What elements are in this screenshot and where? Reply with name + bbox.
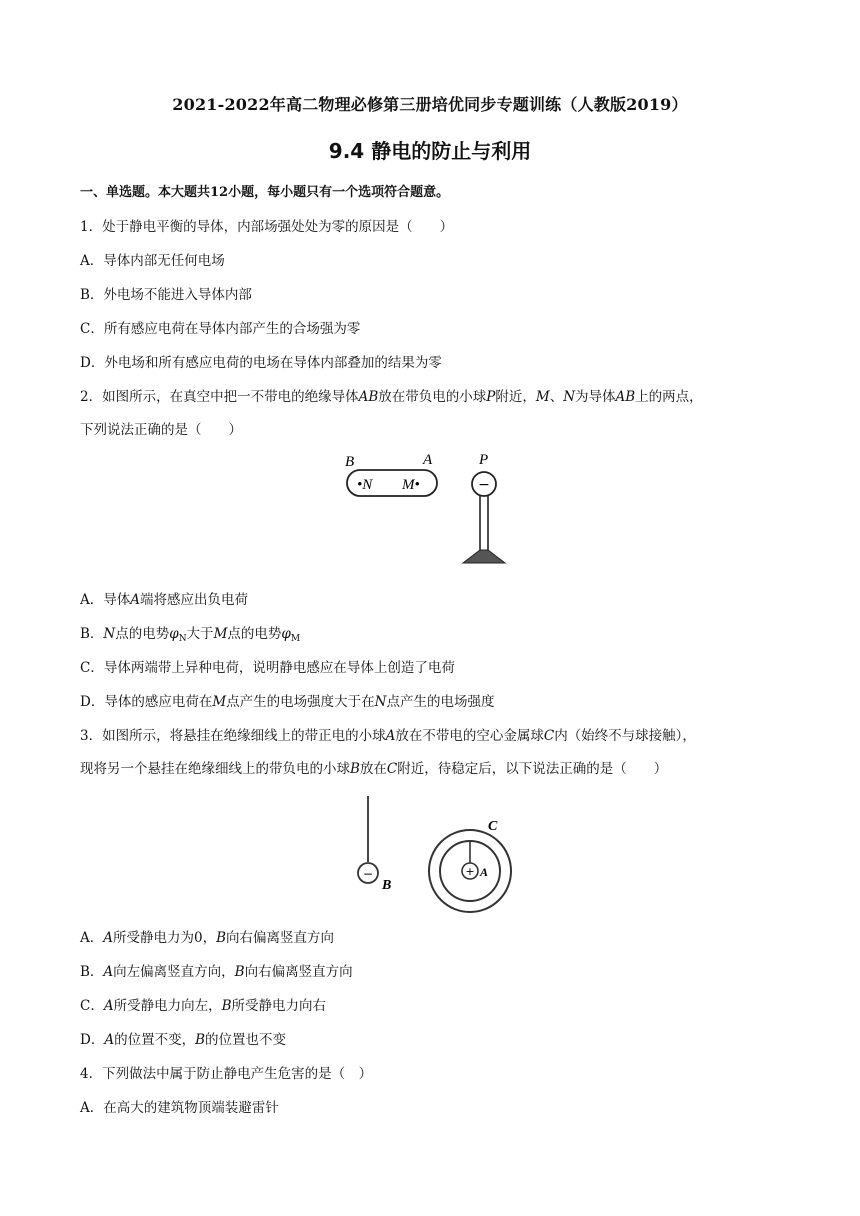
q2-label-b: B bbox=[345, 454, 355, 470]
q3-stem-line1: 3．如图所示，将悬挂在绝缘细线上的带正电的小球A放在不带电的空心金属球C内（始终不与球接触）， bbox=[80, 728, 696, 744]
q2-figure-conductor-and-charged-ball bbox=[335, 448, 535, 568]
q2-ball-p-sign: − bbox=[478, 477, 490, 493]
q2-label-a: A bbox=[423, 452, 433, 468]
q1-option-b: B．外电场不能进入导体内部 bbox=[80, 287, 252, 303]
series-title: 2021-2022年高二物理必修第三册培优同步专题训练（人教版2019） bbox=[172, 95, 688, 114]
q1-option-c: C．所有感应电荷在导体内部产生的合场强为零 bbox=[80, 321, 361, 337]
q2-option-b: B．N点的电势$\varphi_N$大于M点的电势$\varphi_M$ bbox=[80, 626, 301, 644]
section-heading: 一、单选题。本大题共12小题，每小题只有一个选项符合题意。 bbox=[80, 185, 450, 200]
q2-stem-line2: 下列说法正确的是（ ） bbox=[80, 422, 242, 438]
q2-point-m: M• bbox=[402, 477, 420, 493]
q1-option-a: A．导体内部无任何电场 bbox=[80, 253, 225, 269]
lesson-title: 9.4 静电的防止与利用 bbox=[328, 139, 532, 163]
q3-option-a: A．A所受静电力为0，B向右偏离竖直方向 bbox=[80, 930, 335, 946]
q3-label-b: B bbox=[382, 878, 392, 893]
q3-figure-hollow-sphere-and-balls bbox=[350, 790, 530, 915]
q3-option-b: B．A向左偏离竖直方向，B向右偏离竖直方向 bbox=[80, 964, 353, 980]
q2-option-c: C．导体两端带上异种电荷，说明静电感应在导体上创造了电荷 bbox=[80, 660, 455, 676]
q3-ball-b-sign: − bbox=[362, 867, 374, 881]
q3-label-c: C bbox=[488, 819, 498, 834]
q2-label-p: P bbox=[479, 452, 489, 468]
q4-option-a: A．在高大的建筑物顶端装避雷针 bbox=[80, 1100, 279, 1116]
q1-option-d: D．外电场和所有感应电荷的电场在导体内部叠加的结果为零 bbox=[80, 355, 442, 371]
q2-option-d: D．导体的感应电荷在M点产生的电场强度大于在N点产生的电场强度 bbox=[80, 694, 495, 710]
q3-ball-a-sign: + bbox=[465, 865, 475, 878]
q2-point-n: •N bbox=[357, 477, 373, 493]
q2-stem-line1: 2．如图所示，在真空中把一不带电的绝缘导体AB放在带负电的小球P附近，M、N为导体AB上的两点， bbox=[80, 389, 703, 405]
q3-label-a: A bbox=[480, 865, 489, 879]
q3-stem-line2: 现将另一个悬挂在绝缘细线上的带负电的小球B放在C附近，待稳定后，以下说法正确的是（ ） bbox=[80, 761, 668, 777]
q3-option-c: C．A所受静电力向左，B所受静电力向右 bbox=[80, 998, 327, 1014]
q1-stem: 1．处于静电平衡的导体，内部场强处处为零的原因是（ ） bbox=[80, 219, 454, 235]
q2-option-a: A．导体A端将感应出负电荷 bbox=[80, 592, 248, 608]
q2-stand-base bbox=[463, 550, 505, 563]
q3-option-d: D．A的位置不变，B的位置也不变 bbox=[80, 1032, 286, 1048]
q4-stem: 4．下列做法中属于防止静电产生危害的是（ ） bbox=[80, 1066, 373, 1082]
